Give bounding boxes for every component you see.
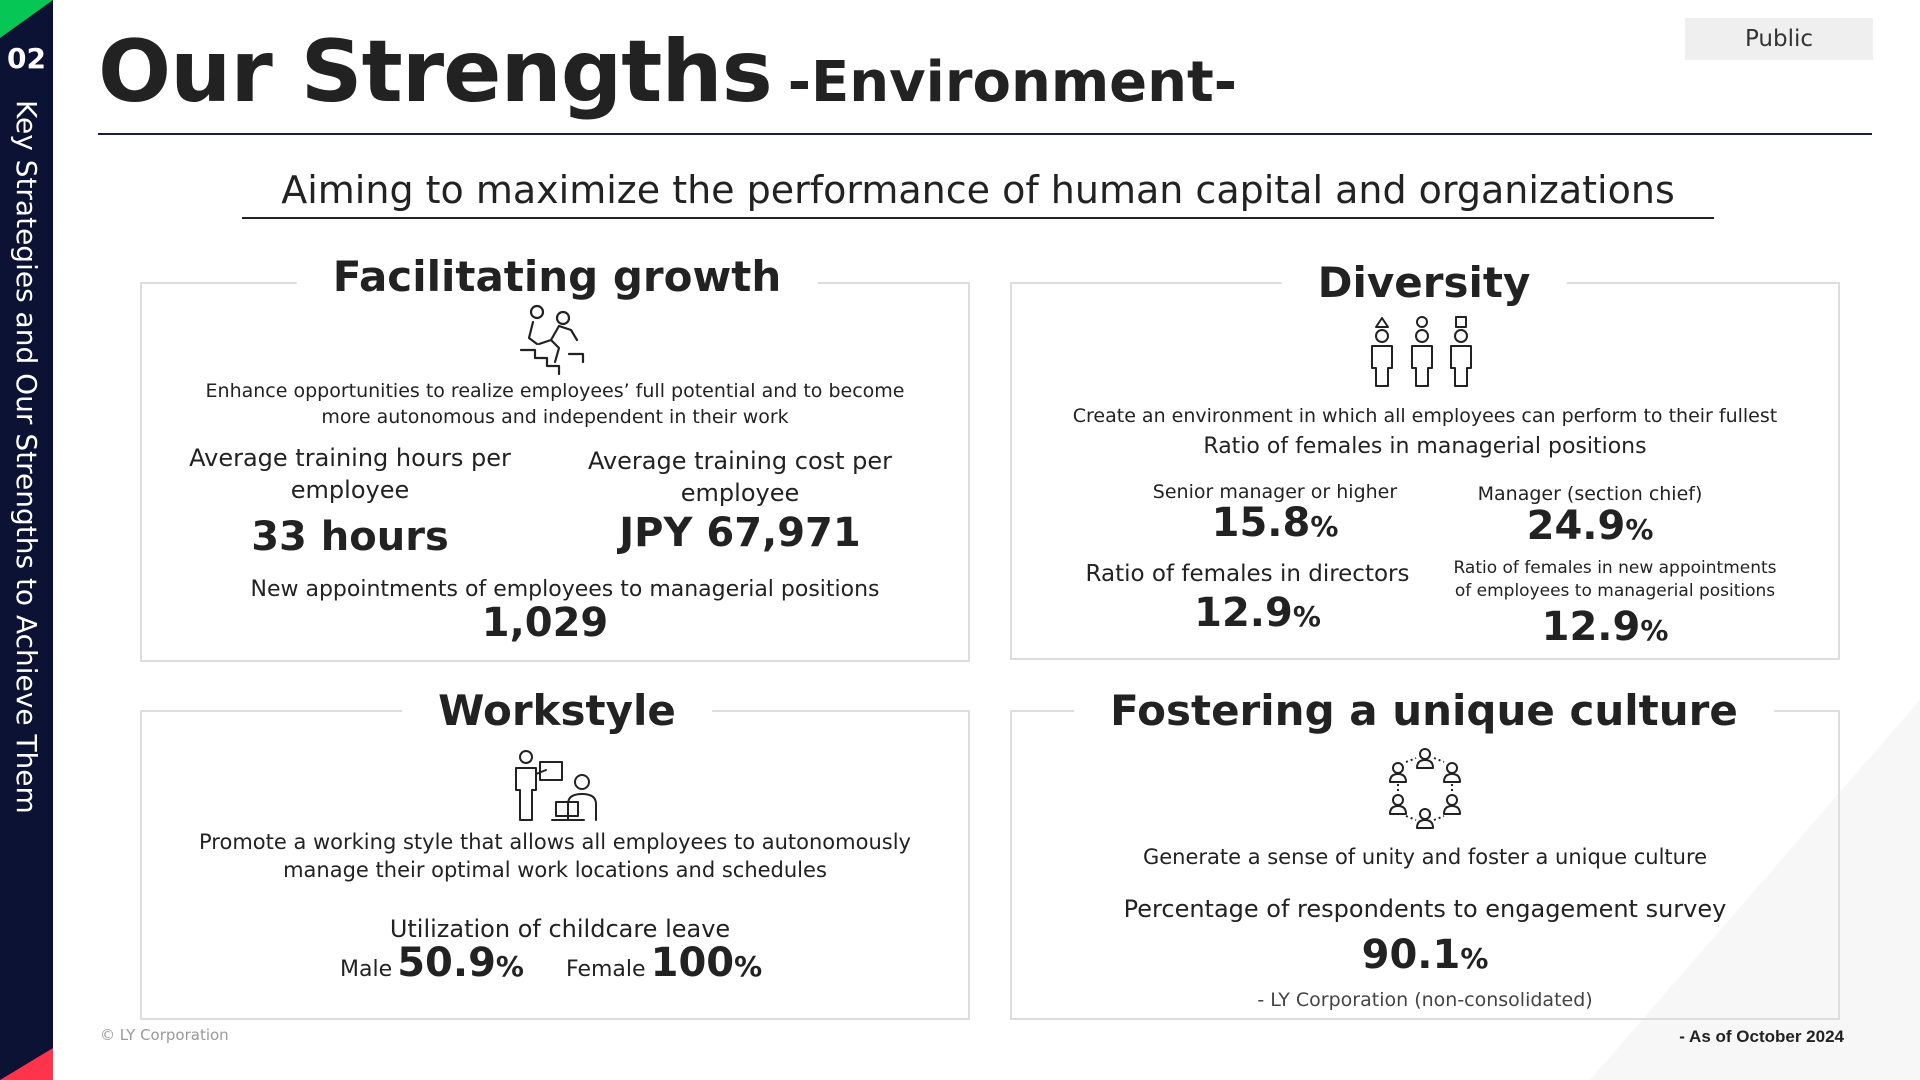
training-cost-label-line1: Average training cost per: [587, 447, 893, 475]
appointments-value: 1,029: [481, 600, 609, 646]
training-cost-label-line2: employee: [680, 479, 800, 507]
title-divider: [98, 133, 1872, 135]
percent-sign: %: [1292, 600, 1321, 633]
as-of-date: - As of October 2024: [1679, 1027, 1844, 1046]
card-title-growth: Facilitating growth: [297, 252, 818, 301]
workstyle-description-line1: Promote a working style that allows all employees to autonomously: [199, 830, 911, 854]
percent-sign: %: [1625, 513, 1654, 546]
training-hours-label-line2: employee: [290, 476, 410, 504]
section-sidebar: [0, 0, 53, 1080]
male-value: 50.9: [397, 940, 496, 986]
page-title: [98, 22, 1237, 122]
male-label: Male: [340, 957, 393, 982]
group-circle-icon: [1384, 746, 1466, 832]
training-hours-value: 33 hours: [251, 514, 449, 560]
training-hours-label-line1: Average training hours per: [189, 444, 511, 472]
diversity-description: Create an environment in which all employees can perform to their fullest: [1072, 405, 1778, 427]
section-chief-label: Manager (section chief): [1477, 483, 1703, 505]
percent-sign: %: [1640, 614, 1669, 647]
percent-sign: %: [495, 950, 524, 983]
tagline: Aiming to maximize the performance of human capital and organizations: [281, 168, 1675, 212]
section-number: 02: [7, 42, 46, 75]
culture-note: - LY Corporation (non-consolidated): [1257, 989, 1593, 1011]
growth-description-line1: Enhance opportunities to realize employees’ full potential and to become: [205, 380, 905, 402]
female-value: 100: [650, 940, 735, 986]
female-directors-number: 12.9: [1194, 590, 1293, 636]
green-corner-accent: [0, 0, 53, 38]
title-subtitle: -Environment-: [787, 50, 1238, 115]
title-main: Our Strengths: [98, 22, 772, 122]
senior-manager-label: Senior manager or higher: [1152, 481, 1398, 503]
workstyle-description-line2: manage their optimal work locations and schedules: [283, 858, 827, 882]
three-people-icon: [1364, 316, 1484, 388]
new-appointments-label-line1: Ratio of females in new appointments: [1453, 558, 1777, 578]
card-title-diversity: Diversity: [1282, 258, 1567, 307]
female-directors-label: Ratio of females in directors: [1085, 561, 1410, 587]
remote-work-icon: [512, 748, 602, 826]
senior-manager-number: 15.8: [1211, 500, 1311, 546]
public-badge: Public: [1685, 18, 1873, 60]
percent-sign: %: [1310, 510, 1339, 543]
percent-sign: %: [734, 950, 763, 983]
section-chief-value: [1395, 503, 1785, 549]
engagement-survey-value: [1010, 932, 1840, 978]
red-corner-accent: [0, 1048, 53, 1080]
section-label: Key Strategies and Our Strengths to Achieve Them: [10, 100, 43, 814]
female-label: Female: [566, 957, 646, 982]
new-appointments-number: 12.9: [1541, 604, 1641, 650]
new-appointments-label-line2: of employees to managerial positions: [1454, 581, 1776, 601]
appointments-label: New appointments of employees to managerial positions: [250, 577, 880, 602]
new-appointments-value: [1395, 604, 1815, 650]
female-managers-heading: Ratio of females in managerial positions: [1203, 434, 1647, 459]
percent-sign: %: [1460, 942, 1489, 975]
section-chief-number: 24.9: [1526, 503, 1626, 549]
engagement-survey-number: 90.1: [1361, 932, 1461, 978]
training-cost-value: JPY 67,971: [619, 510, 861, 556]
card-title-culture: Fostering a unique culture: [1074, 686, 1774, 735]
card-title-workstyle: Workstyle: [402, 686, 712, 735]
growth-description-line2: more autonomous and independent in their work: [321, 406, 789, 428]
copyright: © LY Corporation: [100, 1026, 229, 1044]
engagement-survey-label: Percentage of respondents to engagement survey: [1123, 895, 1727, 923]
childcare-female: [566, 940, 762, 986]
childcare-leave-label: Utilization of childcare leave: [389, 915, 731, 943]
climbing-stairs-icon: [515, 300, 595, 380]
childcare-male: [340, 940, 524, 986]
culture-description: Generate a sense of unity and foster a unique culture: [1142, 845, 1708, 869]
tagline-underline: [242, 217, 1714, 219]
